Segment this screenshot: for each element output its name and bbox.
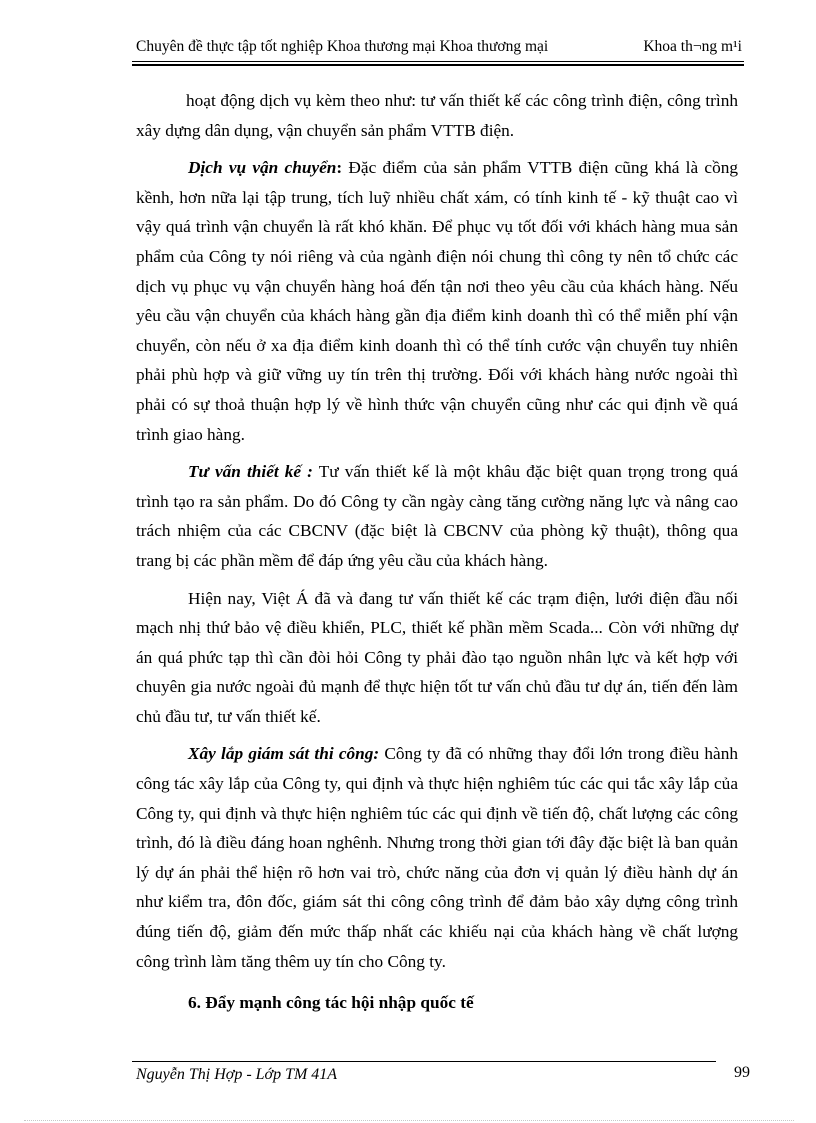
header-rule-thick (132, 64, 744, 66)
header-title: Chuyên đề thực tập tốt nghiệp Khoa thương mại Khoa thương mại (136, 38, 549, 55)
lead-design-consulting: Tư vấn thiết kế : (188, 462, 313, 482)
page-bottom-edge (24, 1120, 794, 1121)
page-number: 99 (734, 1064, 750, 1081)
lead-transport: Dịch vụ vận chuyển (188, 158, 337, 178)
text-transport: Đặc điểm của sản phẩm VTTB điện cũng khá là cồng kềnh, hơn nữa lại tập trung, tích luỹ nhiều chất xám, có tính kinh tế - kỹ thuật cao vì vậy quá trình vận chuyển là rất khó khăn. Để phục vụ tốt đối với khách hàng mua sản phẩm của Công ty nói riêng và của ngành điện nói chung thì công ty nên tổ chức các dịch vụ phục vụ vận chuyển hàng hoá đến tận nơi theo yêu cầu của khách hàng. Nếu yêu cầu vận chuyển của khách hàng gần địa điểm kinh doanh thì có thể miễn phí vận chuyển, còn nếu ở xa địa điểm kinh doanh thì có thể tính cước vận chuyển tuy nhiên phải phù hợp và giữ vững uy tín trên thị trường. Đối với khách hàng nước ngoài thì phải có sự thoả thuận hợp lý về hình thức vận chuyển cũng như các qui định về quá trình giao hàng. (136, 158, 738, 444)
paragraph-transport (136, 153, 738, 449)
document-body (136, 86, 738, 1018)
paragraph-services: hoạt động dịch vụ kèm theo như: tư vấn thiết kế các công trình điện, công trình xây dựng dân dụng, vận chuyển sản phẩm VTTB điện. (136, 91, 738, 140)
lead-transport-colon: : (336, 158, 343, 178)
footer-rule (132, 1061, 716, 1062)
header-department: Khoa th¬ng m¹i (643, 38, 742, 55)
text-design-consulting: Tư vấn thiết kế là một khâu đặc biệt quan trọng trong quá trình tạo ra sản phẩm. Do đó Công ty cần ngày càng tăng cường năng lực và nâng cao trách nhiệm của các CBCNV (đặc biệt là CBCNV của phòng kỹ thuật), thông qua trang bị các phần mềm để đáp ứng yêu cầu của khách hàng. (136, 462, 738, 570)
section-heading: 6. Đẩy mạnh công tác hội nhập quốc tế (188, 993, 474, 1013)
lead-construction: Xây lắp giám sát thi công: (188, 744, 380, 764)
paragraph-design-consulting (136, 457, 738, 575)
paragraph-viet-a: Hiện nay, Việt Á đã và đang tư vấn thiết kế các trạm điện, lưới điện đầu nối mạch nhị thứ bảo vệ điều khiển, PLC, thiết kế phần mềm Scada... Còn với những dự án quá phức tạp thì cần đòi hỏi Công ty phải đào tạo nguồn nhân lực và kết hợp với chuyên gia nước ngoài đủ mạnh để thực hiện tốt tư vấn chủ đầu tư dự án, tiến đến làm chủ đầu tư, tư vấn thiết kế. (136, 588, 738, 726)
header-rule-thin (132, 61, 744, 62)
footer-author: Nguyễn Thị Hợp - Lớp TM 41A (136, 1066, 338, 1083)
text-construction: Công ty đã có những thay đổi lớn trong điều hành công tác xây lắp của Công ty, qui định và thực hiện nghiêm túc các qui tắc xây lắp của Công ty, qui định và thực hiện nghiêm túc các qui định về tiến độ, chất lượng các công trình, đó là điều đáng hoan nghênh. Nhưng trong thời gian tới đây đặc biệt là ban quản lý dự án phải thể hiện rõ hơn vai trò, chức năng của đơn vị quản lý điều hành dự án như kiểm tra, đôn đốc, giám sát thi công công trình để đảm bảo xây dựng công trình đúng tiến độ, giảm đến mức thấp nhất các khiếu nại của khách hàng về chất lượng công trình làm tăng thêm uy tín cho Công ty. (136, 744, 739, 971)
paragraph-construction (136, 739, 738, 976)
page-header (136, 38, 742, 60)
